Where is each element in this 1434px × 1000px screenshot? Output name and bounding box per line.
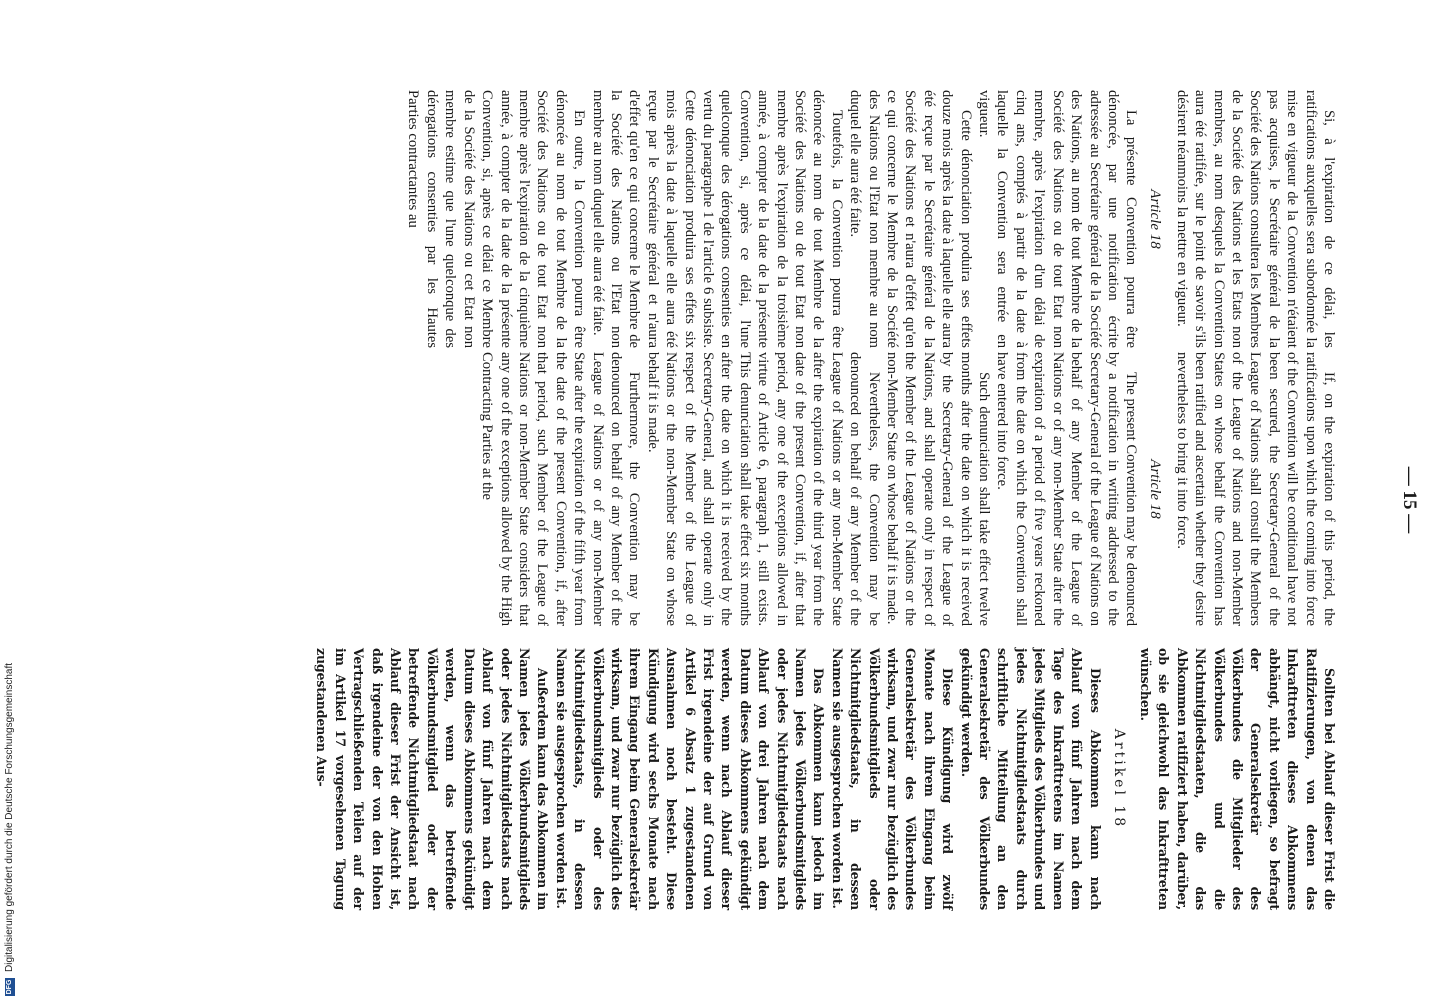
french-column	[404, 90, 1338, 348]
english-paragraph-3: Nevertheless, the Convention may be denounced on behalf of any Member of the League of Nations or any non-Member State after the expiration of the third year from the date of the present Convention, if, after that period, any one of the exceptions allowed in virtue of Article 6, paragraph 1, still exists. This denunciation shall take effect six months after the date on which it is received by the Secretary-General, and shall operate only in respect of the Member of the League of Nations or the non-Member State on whose behalf it is made.	[644, 352, 882, 626]
german-article-heading: Artikel 18	[1110, 728, 1127, 830]
french-paragraph-3: Toutefois, la Convention pourra être dénoncée au nom de tout Membre de la Société des Nations ou de tout Etat non membre après l'expiration de la troisième année, à compter de la date de la présente Convention, si, après ce délai, l'une quelconque des dérogations consenties en vertu du paragraphe 1 de l'article 6 subsiste. Cette dénonciation produira ses effets six mois après la date à laquelle elle aura été reçue par le Secrétaire général et n'aura d'effet qu'en ce qui concerne le Membre de la Société des Nations ou l'Etat non membre au nom duquel elle aura été faite.	[589, 90, 845, 348]
dfg-logo-icon: DFG	[6, 979, 13, 995]
french-paragraph-4: En outre, la Convention pourra être dénoncée au nom de tout Membre de la Société des Nations ou de tout Etat non membre après l'expiration de la cinquième année, à compter de la date de la présente Convention, si, après ce délai ce Membre de la Société des Nations ou cet Etat non membre estime que l'une quelconque des dérogations consenties par les Hautes Parties contractantes au	[405, 90, 588, 348]
footer-text: Digitalisierung gefördert durch die Deutsche Forschungsgemeinschaft	[4, 662, 15, 972]
digitization-footer	[0, 0, 20, 1000]
page-number: — 15 —	[1399, 466, 1420, 534]
german-paragraph-2: Diese Kündigung wird zwölf Monate nach ihrem Eingang beim Generalsekretär des Völkerbundes wirksam, und zwar nur bezüglich des Völkerbundsmitglieds oder Nichtmitgliedstaats, in dessen Namen sie ausgesprochen worden ist.	[829, 648, 956, 910]
german-intro: Sollten bei Ablauf dieser Frist die Ratifizierungen, von denen das Inkrafttreten dieses Abkommens abhängt, nicht vorliegen, so befragt der Generalsekretär des Völkerbundes die Mitglieder des Völkerbundes und die Nichtmitgliedstaaten, die das Abkommen ratifiziert haben, darüber, ob sie gleichwohl das Inkrafttreten wünschen.	[1137, 648, 1337, 910]
english-paragraph-4: Furthermore, the Convention may be denounced on behalf of any Member of the League of Nations or of any non-Member State after the expiration of the fifth year from the date of the present Convention, if, after that period, such Member of the League of Nations or non-Member State considers that any one of the exceptions allowed by the High Contracting Parties at the	[479, 352, 643, 626]
english-paragraph-1: The present Convention may be denounced by a notification in writing addressed to the Secretary-General of the League of Nations on behalf of any Member of the League of Nations or of any non-Member State after the expiration of a period of five years reckoned from the date on which the Convention shall have entered into force.	[994, 352, 1140, 626]
english-article-heading: Article 18	[1147, 459, 1164, 519]
german-paragraph-3: Das Abkommen kann jedoch im Namen jedes Völkerbundsmitglieds oder jedes Nichtmitgliedstaats nach Ablauf von drei Jahren nach dem Datum dieses Abkommens gekündigt werden, wenn nach Ablauf dieser Frist irgendeine der auf Grund von Artikel 6 Absatz 1 zugestandenen Ausnahmen noch besteht. Diese Kündigung wird sechs Monate nach ihrem Eingang beim Generalsekretär wirksam, und zwar nur bezüglich des Völkerbundsmitglieds oder des Nichtmitgliedstaats, in dessen Namen sie ausgesprochen worden ist.	[553, 648, 827, 910]
french-paragraph-2: Cette dénonciation produira ses effets douze mois après la date à laquelle elle aura été reçue par le Secrétaire général de la Société des Nations et n'aura d'effet qu'en ce qui concerne le Membre de la Société des Nations ou l'Etat non membre au nom duquel elle aura été faite.	[847, 90, 974, 348]
english-paragraph-2: Such denunciation shall take effect twelve months after the date on which it is received by the Secretary-General of the League of Nations, and shall operate only in respect of the Member of the League of Nations or the non-Member State on whose behalf it is made.	[884, 352, 993, 626]
french-paragraph-1: La présente Convention pourra être dénoncée, par une notification écrite adressée au Secrétaire général de la Société des Nations, au nom de tout Membre de la Société des Nations ou de tout Etat non membre, après l'expiration d'un délai de cinq ans, comptés à partir de la date à laquelle la Convention sera entrée en vigueur.	[976, 90, 1140, 348]
german-column	[312, 648, 1338, 910]
german-paragraph-4: Außerdem kann das Abkommen im Namen jedes Völkerbundsmitglieds oder jedes Nichtmitgliedstaats nach Ablauf von fünf Jahren nach dem Datum dieses Abkommens gekündigt werden, wenn das betreffende Völkerbundsmitglied oder der betreffende Nichtmitgliedstaat nach Ablauf dieser Frist der Ansicht ist, daß irgendeine der von den Hohen Vertragschließenden Teilen auf der im Artikel 17 vorgesehenen Tagung zugestandenen Aus-	[314, 648, 551, 910]
french-article-heading: Article 18	[1147, 189, 1164, 249]
french-intro: Si, à l'expiration de ce délai, les ratifications auxquelles sera subordonnée la mise en vigueur de la Convention n'étaient pas acquises, le Secrétaire général de la Société des Nations consultera les Membres de la Société des Nations et les Etats non membres, au nom desquels la Convention aura été ratifiée, sur le point de savoir s'ils désirent néanmoins la mettre en vigueur.	[1173, 90, 1337, 348]
english-intro: If, on the expiration of this period, the ratifications upon which the coming into force of the Convention will be conditional have not been secured, the Secretary-General of the League of Nations shall consult the Members of the League of Nations and non-Member States on whose behalf the Convention has been ratified and ascertain whether they desire nevertheless to bring it into force.	[1173, 352, 1337, 626]
english-column	[478, 352, 1338, 626]
german-paragraph-1: Dieses Abkommen kann nach Ablauf von fünf Jahren nach dem Tage des Inkrafttretens im Namen jedes Mitglieds des Völkerbundes und jedes Nichtmitgliedstaats durch schriftliche Mitteilung an den Generalsekretär des Völkerbundes gekündigt werden.	[958, 648, 1103, 910]
